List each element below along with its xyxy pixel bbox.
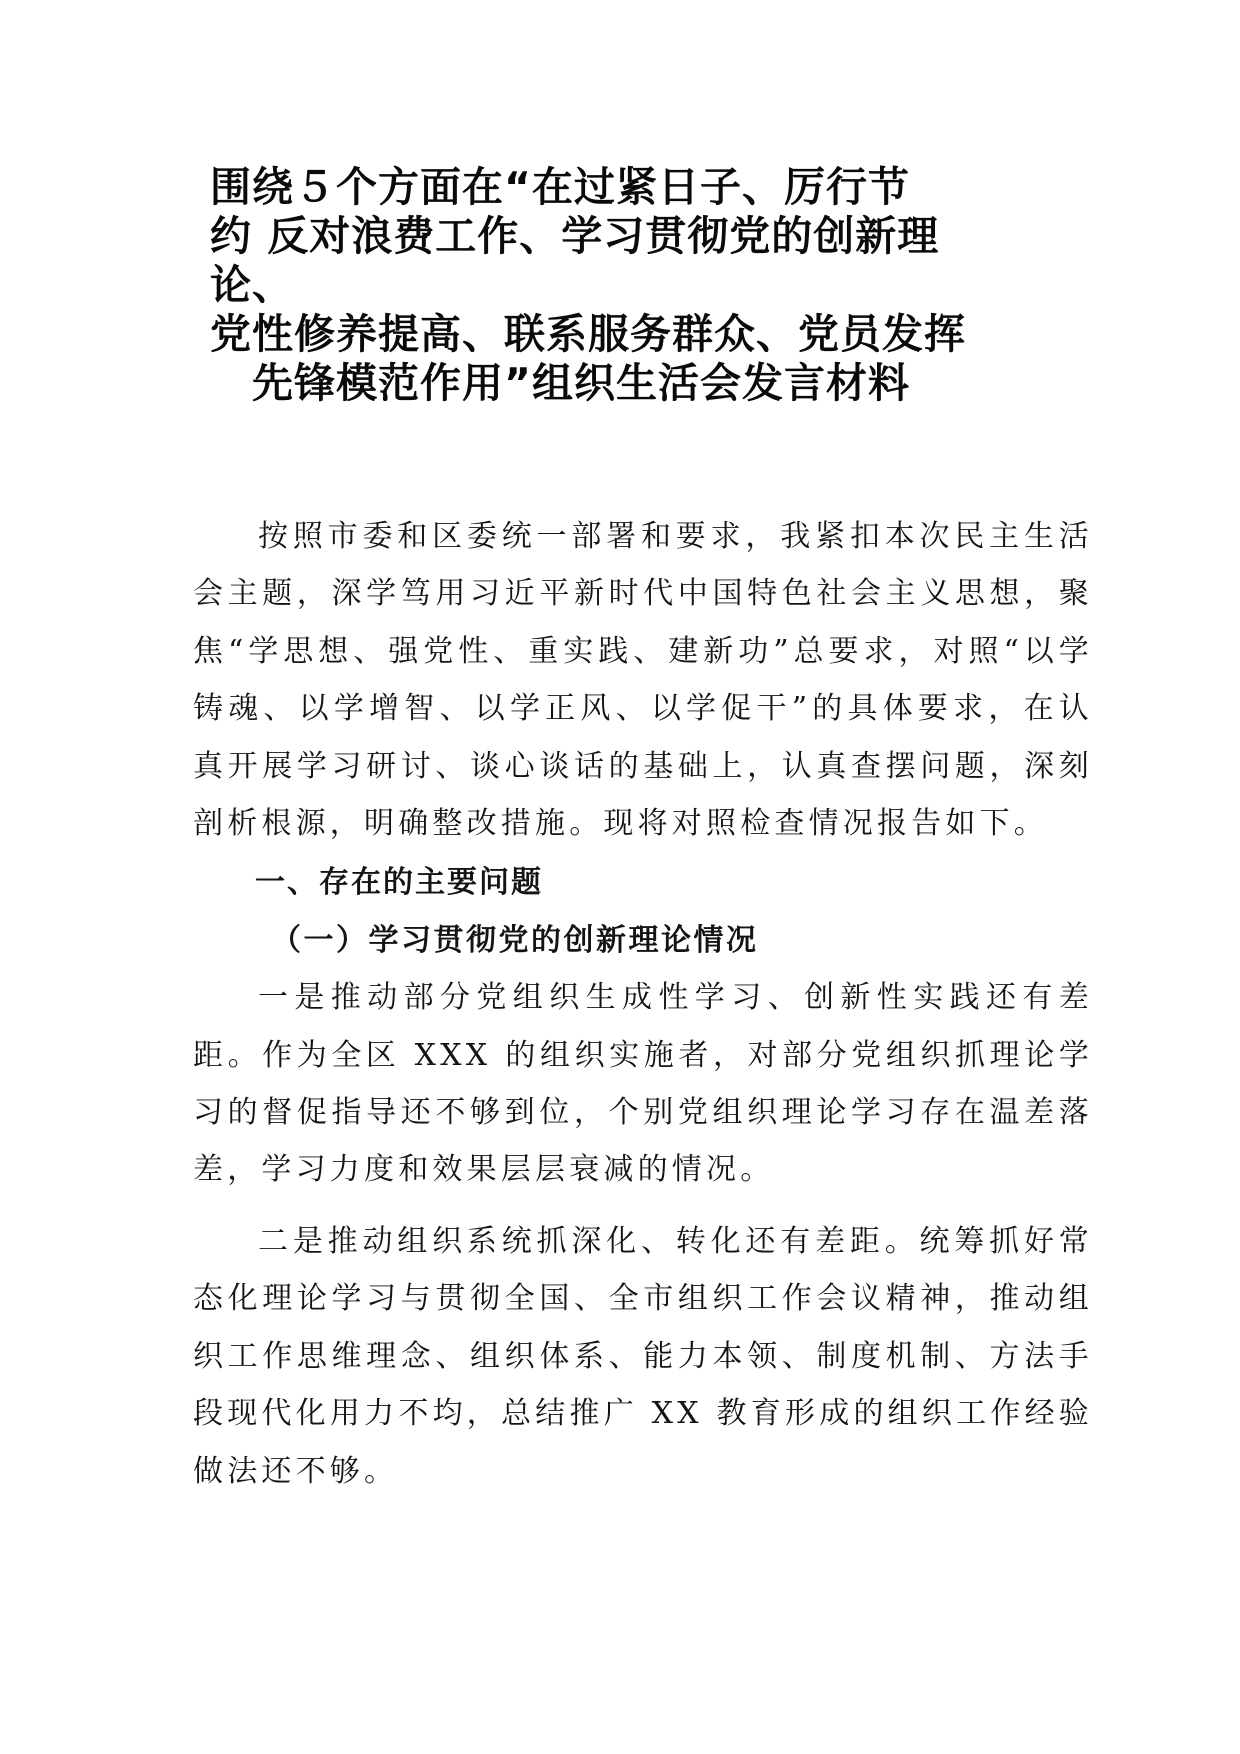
title-line: 论、: [210, 261, 294, 309]
subsection-heading: （一）学习贯彻党的创新理论情况: [271, 922, 759, 958]
spacer: [193, 1199, 1093, 1213]
section-heading: 一、存在的主要问题: [255, 865, 543, 901]
title-line: 围绕５个方面在“在过紧日子、厉行节: [210, 163, 910, 211]
body-paragraph: 二是推动组织系统抓深化、转化还有差距。统筹抓好常态化理论学习与贯彻全国、全市组织工作会议精神，推动组织工作思维理念、组织体系、能力本领、制度机制、方法手段现代化用力不均，总结推广 XX 教育形成的组织工作经验做法还不够。: [193, 1223, 1093, 1489]
intro-paragraph: 按照市委和区委统一部署和要求，我紧扣本次民主生活会主题，深学笃用习近平新时代中国特色社会主义思想，聚焦“学思想、强党性、重实践、建新功”总要求，对照“以学铸魂、以学增智、以学正风、以学促干”的具体要求，在认真开展学习研讨、谈心谈话的基础上，认真查摆问题，深刻剖析根源，明确整改措施。现将对照检查情况报告如下。: [193, 519, 1093, 842]
document-body: [193, 508, 1093, 1500]
document-title: [210, 163, 1040, 408]
title-line: 约 反对浪费工作、学习贯彻党的创新理: [210, 212, 940, 260]
title-line: 党性修养提高、联系服务群众、党员发挥: [210, 310, 966, 358]
title-line: 先锋模范作用”组织生活会发言材料: [252, 359, 910, 407]
body-paragraph: 一是推动部分党组织生成性学习、创新性实践还有差距。作为全区 XXX 的组织实施者，对部分党组织抓理论学习的督促指导还不够到位，个别党组织理论学习存在温差落差，学习力度和效果层层衰减的情况。: [193, 980, 1093, 1188]
